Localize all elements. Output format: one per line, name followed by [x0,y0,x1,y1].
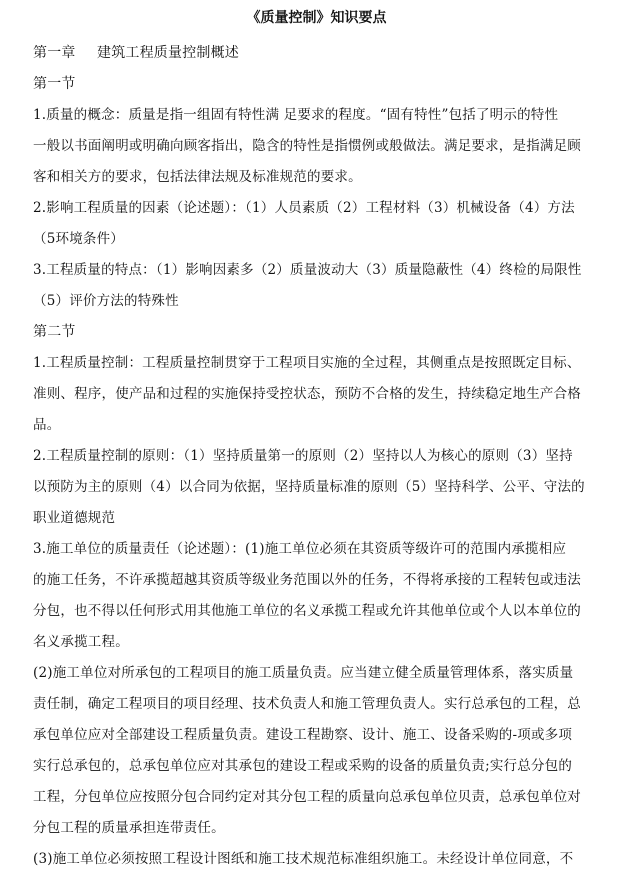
s2-item3-line: 分包，也不得以任何形式用其他施工单位的名义承揽工程或允许其他单位或个人以本单位的 [33,603,581,619]
chapter-number: 第一章 [33,45,76,61]
chapter-name: 建筑工程质量控制概述 [97,45,239,61]
s1-item3-line: （5）评价方法的特殊性 [33,293,179,309]
s2-item3-p2-line: 工程，分包单位应按照分包合同约定对其分包工程的质量向总承包单位贝责，总承包单位对 [33,789,581,805]
s1-item1-line: 客和相关方的要求，包括法律法规及标准规范的要求。 [33,169,362,185]
s2-item3-line: 3.施工单位的质量责任（论述题）：(1)施工单位必须在其资质等级许可的范围内承揽相应 [33,541,567,557]
s2-item3-p2-line: 实行总承包的，总承包单位应对其承包的建设工程或采购的设备的质量负责;实行总分包的 [33,758,573,774]
s1-item2-line: 2.影响工程质量的因素（论述题）：（1）人员素质（2）工程材料（3）机械设备（4）方法 [33,200,575,216]
s1-item2-line: （5环境条件） [33,231,124,247]
s1-item1-line: 1.质量的概念：质量是指一组固有特性满 足要求的程度。“固有特性”包括了明示的特性 [33,107,559,123]
s2-item2-line: 职业道德规范 [33,510,116,526]
s1-item1-line: 一般以书面阐明或明确向顾客指出，隐含的特性是指惯例或般做法。满足要求，是指满足顾 [33,138,581,154]
section-1-heading: 第一节 [33,76,76,92]
s2-item3-line: 的施工任务，不许承揽超越其资质等级业务范围以外的任务，不得将承接的工程转包或违法 [33,572,581,588]
s2-item3-line: 名义承揽工程。 [33,634,129,650]
s2-item3-p2-line: 承包单位应对全部建设工程质量负责。建设工程勘察、设计、施工、设备采购的-项或多项 [33,727,573,743]
chapter-heading [33,38,600,69]
s2-item3-p3-line: (3)施工单位必须按照工程设计图纸和施工技术规范标准组织施工。未经设计单位同意，不 [33,851,574,867]
s2-item3-p2-line: 责任制，确定工程项目的项目经理、技术负责人和施工管理负责人。实行总承包的工程，总 [33,696,581,712]
s2-item1-line: 准则、程序，使产品和过程的实施保持受控状态，预防不合格的发生，持续稳定地生产合格 [33,386,581,402]
s2-item2-line: 以预防为主的原则（4）以合同为依据，坚持质量标准的原则（5）坚持科学、公平、守法的 [33,479,585,495]
s2-item3-p2-line: 分包工程的质量承担连带责任。 [33,820,225,836]
s2-item2-line: 2.工程质量控制的原则：（1）坚持质量第一的原则（2）坚持以人为核心的原则（3）坚持 [33,448,573,464]
section-2-heading: 第二节 [33,324,76,340]
s2-item1-line: 品。 [33,417,61,433]
document-title: 《质量控制》知识要点 [246,10,387,26]
s2-item1-line: 1.工程质量控制：工程质量控制贯穿于工程项目实施的全过程，其侧重点是按照既定目标、 [33,355,581,371]
s2-item3-p2-line: (2)施工单位对所承包的工程项目的施工质量负责。应当建立健全质量管理体系，落实质量 [33,665,574,681]
s1-item3-line: 3.工程质量的特点：（1）影响因素多（2）质量波动大（3）质量隐蔽性（4）终检的局限性 [33,262,582,278]
